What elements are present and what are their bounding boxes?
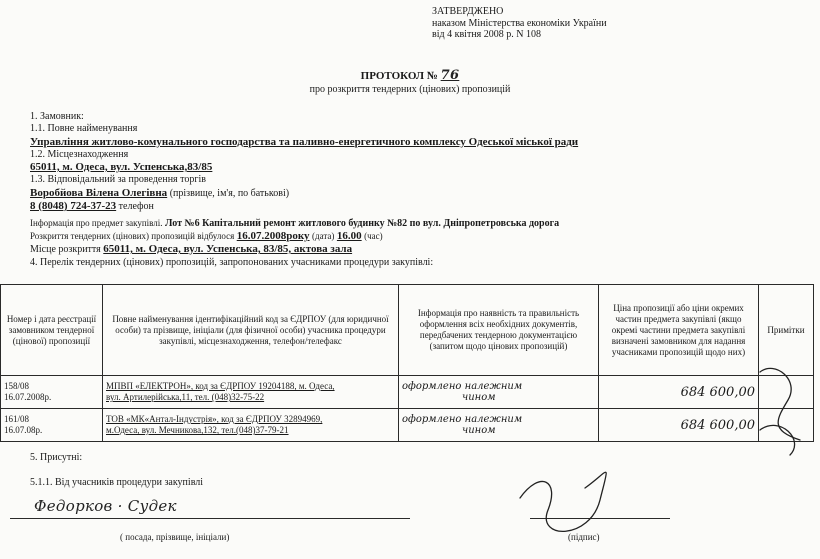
- header-participant: Повне найменування ідентифікаційний код за ЄДРПОУ (для юридичної особи) та прізвище, ініціали (для фізичної особи) учасника процедури закупівлі, місцезнаходження, телефон/телефакс: [103, 285, 399, 376]
- subject-value: Лот №6 Капітальний ремонт житлового будинку №82 по вул. Дніпропетровська дорога: [165, 218, 560, 229]
- price-cell: 684 600,00: [599, 409, 759, 442]
- proposals-list-label: 4. Перелік тендерних (цінових) пропозицій, запропонованих учасниками процедури закупівлі:: [30, 257, 434, 268]
- approval-title: ЗАТВЕРДЖЕНО: [432, 6, 504, 17]
- registration-date: 16.07.2008р.: [4, 392, 52, 402]
- signature-name-hint: ( посада, прізвище, ініціали): [120, 532, 230, 542]
- opening-place: 65011, м. Одеса, вул. Успенська, 83/85, актова зала: [103, 243, 353, 255]
- present-label: 5. Присутні:: [30, 452, 83, 463]
- opening-time-hint: (час): [364, 231, 383, 241]
- documents-line1: оформлено належним: [402, 414, 523, 425]
- responsible-phone: 8 (8048) 724-37-23: [30, 200, 117, 212]
- phone-hint: телефон: [118, 201, 154, 212]
- documents-line2: чином: [462, 425, 496, 436]
- customer-full-name: Управління житлово-комунального господарства та паливно-енергетичного комплексу Одеської міської ради: [30, 136, 579, 148]
- opening-label: Розкриття тендерних (цінових) пропозицій відбулося: [30, 231, 235, 241]
- handwritten-names: Федорков · Судек: [34, 497, 177, 515]
- section1-heading: 1. Замовник:: [30, 111, 84, 122]
- participant-line1: ТОВ «МК«Антал-Індустрія», код за ЄДРПОУ 32894969,: [106, 414, 323, 424]
- documents-line2: чином: [462, 392, 496, 403]
- margin-signature: [760, 368, 800, 440]
- opening-date-hint: (дата): [312, 231, 335, 241]
- customer-location: 65011, м. Одеса, вул. Успенська,83/85: [30, 161, 213, 173]
- opening-place-label: Місце розкриття: [30, 244, 101, 255]
- section1-2-label: 1.2. Місцезнаходження: [30, 149, 129, 160]
- approval-date: від 4 квітня 2008 р. N 108: [432, 29, 541, 40]
- participant-signature: [520, 472, 606, 531]
- section1-1-label: 1.1. Повне найменування: [30, 123, 138, 134]
- protocol-subtitle: про розкриття тендерних (цінових) пропозицій: [309, 84, 511, 95]
- price-cell: 684 600,00: [599, 376, 759, 409]
- participants-present-label: 5.1.1. Від учасників процедури закупівлі: [30, 477, 204, 488]
- subject-label: Інформація про предмет закупівлі.: [30, 218, 163, 228]
- registration-number: 158/08: [4, 381, 30, 391]
- registration-date: 16.07.08р.: [4, 425, 43, 435]
- protocol-title-prefix: ПРОТОКОЛ №: [360, 70, 438, 82]
- protocol-number: 76: [440, 68, 460, 83]
- registration-number: 161/08: [4, 414, 30, 424]
- header-registration: Номер і дата реєстрації замовником тендерної (цінової) пропозиції: [1, 285, 103, 376]
- responsible-hint: (прізвище, ім'я, по батькові): [169, 188, 290, 199]
- participant-line1: МПВП «ЕЛЕКТРОН», код за ЄДРПОУ 19204188, м. Одеса,: [106, 381, 335, 391]
- opening-time: 16.00: [336, 230, 362, 242]
- responsible-person: Воробйова Вілена Олегівна: [30, 187, 168, 199]
- opening-date: 16.07.2008року: [236, 230, 310, 242]
- header-price: Ціна пропозиції або ціни окремих частин предмета закупівлі (якщо окремі частини предмета закупівлі визначені замовником для надання учасниками пропозицій щодо них): [599, 285, 759, 376]
- participant-line2: м.Одеса, вул. Мечникова,132, тел.(048)37-79-21: [106, 425, 289, 435]
- section1-3-label: 1.3. Відповідальний за проведення торгів: [30, 174, 206, 185]
- signature-hint: (підпис): [568, 532, 600, 542]
- header-documents: Інформація про наявність та правильність оформлення всіх необхідних документів, передбачених тендерною документацією (запитом щодо цінових пропозицій): [399, 285, 599, 376]
- margin-signature-tail: [760, 425, 795, 455]
- approval-order: наказом Міністерства економіки України: [432, 17, 607, 29]
- participant-line2: вул. Артилерійська,11, тел. (048)32-75-22: [106, 392, 265, 402]
- header-notes: Примітки: [759, 285, 814, 376]
- documents-line1: оформлено належним: [402, 381, 523, 392]
